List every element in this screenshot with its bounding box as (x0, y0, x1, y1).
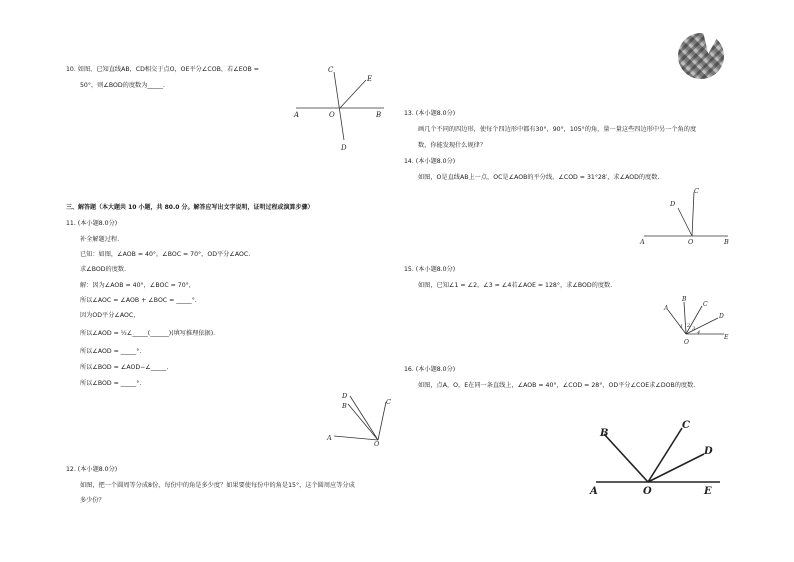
q10-figure (290, 62, 390, 154)
q11-line-8: 所以∠BOD = ∠AOD−∠_____. (80, 364, 169, 371)
q15-line1: 如图，已知∠1 = ∠2，∠3 = ∠4若∠AOE = 128°，求∠BOD的度数. (418, 282, 613, 289)
q10-label-a: A (294, 111, 300, 119)
q11-label-a: A (327, 434, 332, 442)
q16-number: 16. (本小题8.0分) (404, 366, 456, 373)
q16-label-e: E (704, 486, 712, 497)
q15-angle-4: 4 (697, 330, 701, 336)
q11-number: 11. (本小题8.0分) (66, 220, 118, 227)
q11-line-4: 所以∠AOC = ∠AOB + ∠BOC = _____°. (80, 297, 197, 304)
q11-line-0: 补全解题过程. (80, 236, 120, 243)
q11-label-d: D (342, 392, 348, 400)
q15-angle-2: 2 (687, 323, 691, 329)
q15-label-e: E (724, 334, 729, 341)
q13-number: 13. (本小题8.0分) (404, 110, 456, 117)
decorative-photo-notch (698, 27, 721, 56)
q14-label-c: C (694, 187, 699, 195)
q14-ray-od (678, 208, 692, 236)
q15-label-a: A (664, 305, 669, 312)
q16-ray-ob (604, 434, 648, 482)
q16-label-c: C (682, 420, 690, 431)
q10-label-b: B (376, 111, 382, 119)
q15-figure (658, 292, 738, 348)
q11-ray-ob (348, 404, 378, 440)
q15-label-c: C (703, 301, 708, 308)
q13-line2: 数，你能发现什么规律？ (418, 142, 487, 149)
q10-label-o: O (329, 111, 335, 119)
q16-line1: 如图，点A，O，E在同一条直线上，∠AOB = 40°，∠COD = 28°，OD平分∠COE求∠DOB的度数. (418, 382, 696, 389)
q11-line-5: 因为OD平分∠AOC， (80, 312, 140, 319)
q14-label-a: A (640, 238, 645, 246)
q10-label-e: E (367, 75, 373, 83)
q11-line-1: 已知：如图，∠AOB = 40°，∠BOC = 70°，OD平分∠AOC. (80, 251, 251, 258)
q11-ray-oa (334, 436, 378, 440)
q14-label-o: O (688, 238, 694, 246)
q10-label-d: D (341, 144, 347, 152)
q11-ray-od (350, 396, 378, 440)
q10-line-cd (334, 72, 344, 140)
q15-number: 15. (本小题8.0分) (404, 266, 456, 273)
q16-figure (586, 414, 736, 500)
section3-header: 三、解答题（本大题共 10 小题，共 80.0 分。解答应写出文字说明，证明过程或演算步骤） (66, 204, 314, 211)
q16-label-b: B (600, 428, 609, 439)
q15-ray-ob (684, 302, 686, 334)
q15-label-d: D (719, 313, 724, 320)
q16-label-a: A (590, 486, 598, 497)
q11-line-3: 解：因为∠AOB = 40°，∠BOC = 70°， (80, 282, 195, 289)
q11-figure (324, 390, 400, 446)
q11-line-6: 所以∠AOD = ½∠_____(______)(填写推理依据). (80, 330, 216, 337)
q14-label-b: B (724, 238, 729, 246)
q14-line1: 如图，O是直线AB上一点，OC是∠AOB的平分线，∠COD = 31°28′，求∠AOD的度数. (418, 174, 660, 181)
q11-line-2: 求∠BOD的度数. (80, 266, 127, 273)
q14-label-d: D (670, 200, 676, 208)
q12-line2: 多少份？ (80, 497, 105, 504)
q10-line2: 50°，则∠BOD的度数为_____. (80, 82, 165, 89)
q15-angle-1: 1 (680, 324, 684, 330)
q11-line-7: 所以∠AOD = _____°. (80, 348, 142, 355)
q11-label-b: B (342, 402, 347, 410)
q14-ray-oc (692, 192, 694, 236)
q13-line1: 画几个不同的四边形，使每个四边形中都有30°，90°，105°的角，量一量这些四边形中另一个角的度 (418, 126, 697, 133)
q12-number: 12. (本小题8.0分) (66, 466, 118, 473)
q10-ray-oe (340, 80, 366, 108)
q14-figure (636, 184, 736, 248)
q12-line1: 如图，把一个圆周等分成8份，每份中的角是多少度？如果要使每份中的角是15°，这个圆周应等分成 (80, 482, 355, 489)
q15-ray-oa (668, 310, 686, 334)
q16-label-d: D (704, 446, 713, 457)
q15-angle-3: 3 (692, 326, 696, 332)
q11-label-o: O (374, 440, 380, 448)
q16-label-o: O (643, 486, 652, 497)
q10-line1: 10. 如图，已知直线AB，CD相交于点O，OE平分∠COB，若∠EOB = (66, 66, 259, 73)
q11-ray-oc (378, 402, 386, 440)
q15-label-o: O (684, 339, 689, 346)
q11-label-c: C (386, 398, 391, 406)
q10-label-c: C (328, 66, 334, 74)
q11-line-9: 所以∠BOD = _____°. (80, 380, 142, 387)
q14-number: 14. (本小题8.0分) (404, 158, 456, 165)
q15-label-b: B (682, 296, 687, 303)
